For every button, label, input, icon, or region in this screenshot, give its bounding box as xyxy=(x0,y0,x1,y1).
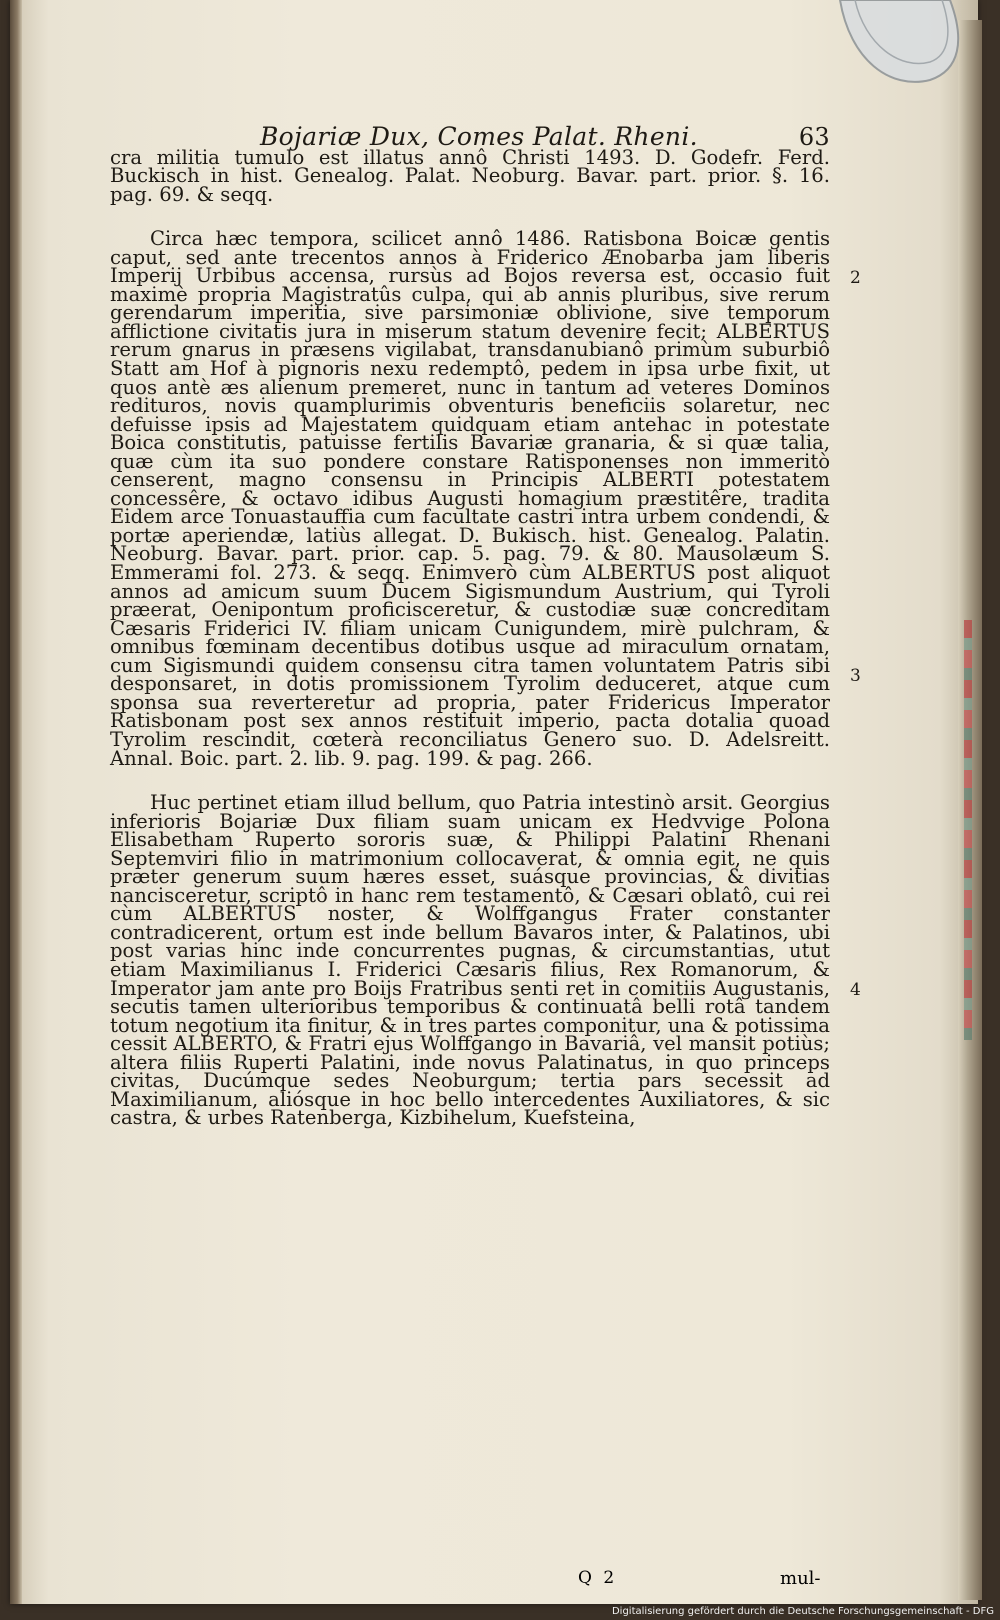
digitization-credit: Digitalisierung gefördert durch die Deutsche Forschungsgemeinschaft - DFG xyxy=(611,1606,994,1617)
paragraph-continuation: cra militia tumulo est illatus annô Christi 1493. D. Godefr. Ferd. Buckisch in hist. Genealog. Palat. Neoburg. Bavar. part. prior. §. 16. pag. 69. & seqq. xyxy=(110,145,830,206)
margin-note-4: 4 xyxy=(850,980,861,1000)
bookmark-ribbon xyxy=(964,620,972,1040)
paragraph-bellum: Huc pertinet etiam illud bellum, quo Patria intestinò arsit. Georgius inferioris Bojariæ Dux filiam suam unicam ex Hedvvige Polona Elisabetham Ruperto sororis suæ, & Philippi Palatini Rhenani Septemviri filio in matrimonium collocaverat, & omnia egit, ne quis præter generum suum hæres esset, suásque provincias, & divitias nancisceretur, scriptô in hanc rem testamentô, & Cæsari oblatô, cui rei cùm ALBERTUS noster, & Wolffgangus Frater constanter contradicerent, ortum est inde bellum Bavaros inter, & Palatinos, ubi post varias hinc inde concurrentes pugnas, & circumstantias, utut etiam Maximilianus I. Friderici Cæsaris filius, Rex Romanorum, & Imperator jam ante pro Boijs Fratribus senti ret in comitiis Augustanis, secutis tamen ulterioribus temporibus & continuatâ belli rotâ tandem totum negotium ita finitur, & in tres partes componitur, una & potissima cessit ALBERTO, & Fratri ejus Wolffgango in Bavariâ, vel mansit potiùs; altera filiis Ruperti Palatini, inde novus Palatinatus, in quo princeps civitas, Ducúmque sedes Neoburgum; tertia pars secessit ad Maximilianum, aliósque in hoc bello intercedentes Auxiliatores, & sic castra, & urbes Ratenberga, Kizbihelum, Kuefsteina, xyxy=(110,791,830,1130)
signature-mark: Q 2 xyxy=(578,1568,618,1588)
page-number: 63 xyxy=(798,123,830,151)
book-spine xyxy=(10,0,22,1604)
running-title: Bojariæ Dux, Comes Palat. Rheni. xyxy=(260,122,698,151)
running-header xyxy=(260,122,830,151)
margin-note-3: 3 xyxy=(850,666,861,686)
margin-note-2: 2 xyxy=(850,268,861,288)
catchword: mul- xyxy=(780,1568,821,1589)
paragraph-ratisbona: Circa hæc tempora, scilicet annô 1486. Ratisbona Boicæ gentis caput, sed ante trecentos annos à Friderico Ænobarba jam liberis Imperij Urbibus accensa, rursùs ad Bojos reversa est, occasio fuit maximè propria Magistratûs culpa, qui ab annis pluribus, sive rerum gerendarum imperitia, sive parsimoniæ oblivione, sive temporum afflictione civitatis jura in miserum statum devenire fecit; ALBERTUS rerum gnarus in præsens vigilabat, transdanubianô primùm suburbiô Statt am Hof à pignoris nexu redemptô, pedem in ipsa urbe fixit, ut quos antè æs alienum premeret, nunc in tantum ad veteres Dominos redituros, novis quamplurimis obventuris beneficiis solaretur, nec defuisse ipsis ad Majestatem quidquam etiam antehac in potestate Boica constitutis, patuisse fertilis Bavariæ granaria, & si quæ talia, quæ cùm ita suo pondere constare Ratisponenses non immeritò censerent, magno consensu in Principis ALBERTI potestatem concessêre, & octavo idibus Augusti homagium præstitêre, tradita Eidem arce Tonuastauffia cum facultate castri intra urbem condendi, & portæ aperiendæ, latiùs allegat. D. Bukisch. hist. Genealog. Palatin. Neoburg. Bavar. part. prior. cap. 5. pag. 79. & 80. Mausolæum S. Emmerami fol. 273. & seqq. Enimverò cùm ALBERTUS post aliquot annos ad amicum suum Ducem Sigismundum Austrium, qui Tyroli præerat, Oenipontum proficisceretur, & custodiæ suæ concreditam Cæsaris Friderici IV. filiam unicam Cunigundem, mirè pulchram, & omnibus fœminam decentibus dotibus usque ad miraculum ornatam, cum Sigismundi quidem consensu citra tamen voluntatem Patris sibi desponsaret, in dotis promissionem Tyrolim deduceret, atque cum sponsa sua reverteretur ad propria, pater Fridericus Imperator Ratisbonam post sex annos restituit imperio, pacta dotalia quoad Tyrolim rescindit, cœterà reconciliatus Genero suo. D. Adelsreitt. Annal. Boic. part. 2. lib. 9. pag. 199. & pag. 266. xyxy=(110,227,830,770)
text-block xyxy=(110,122,830,1130)
book-page xyxy=(10,0,978,1604)
page-clip-icon xyxy=(830,0,970,100)
